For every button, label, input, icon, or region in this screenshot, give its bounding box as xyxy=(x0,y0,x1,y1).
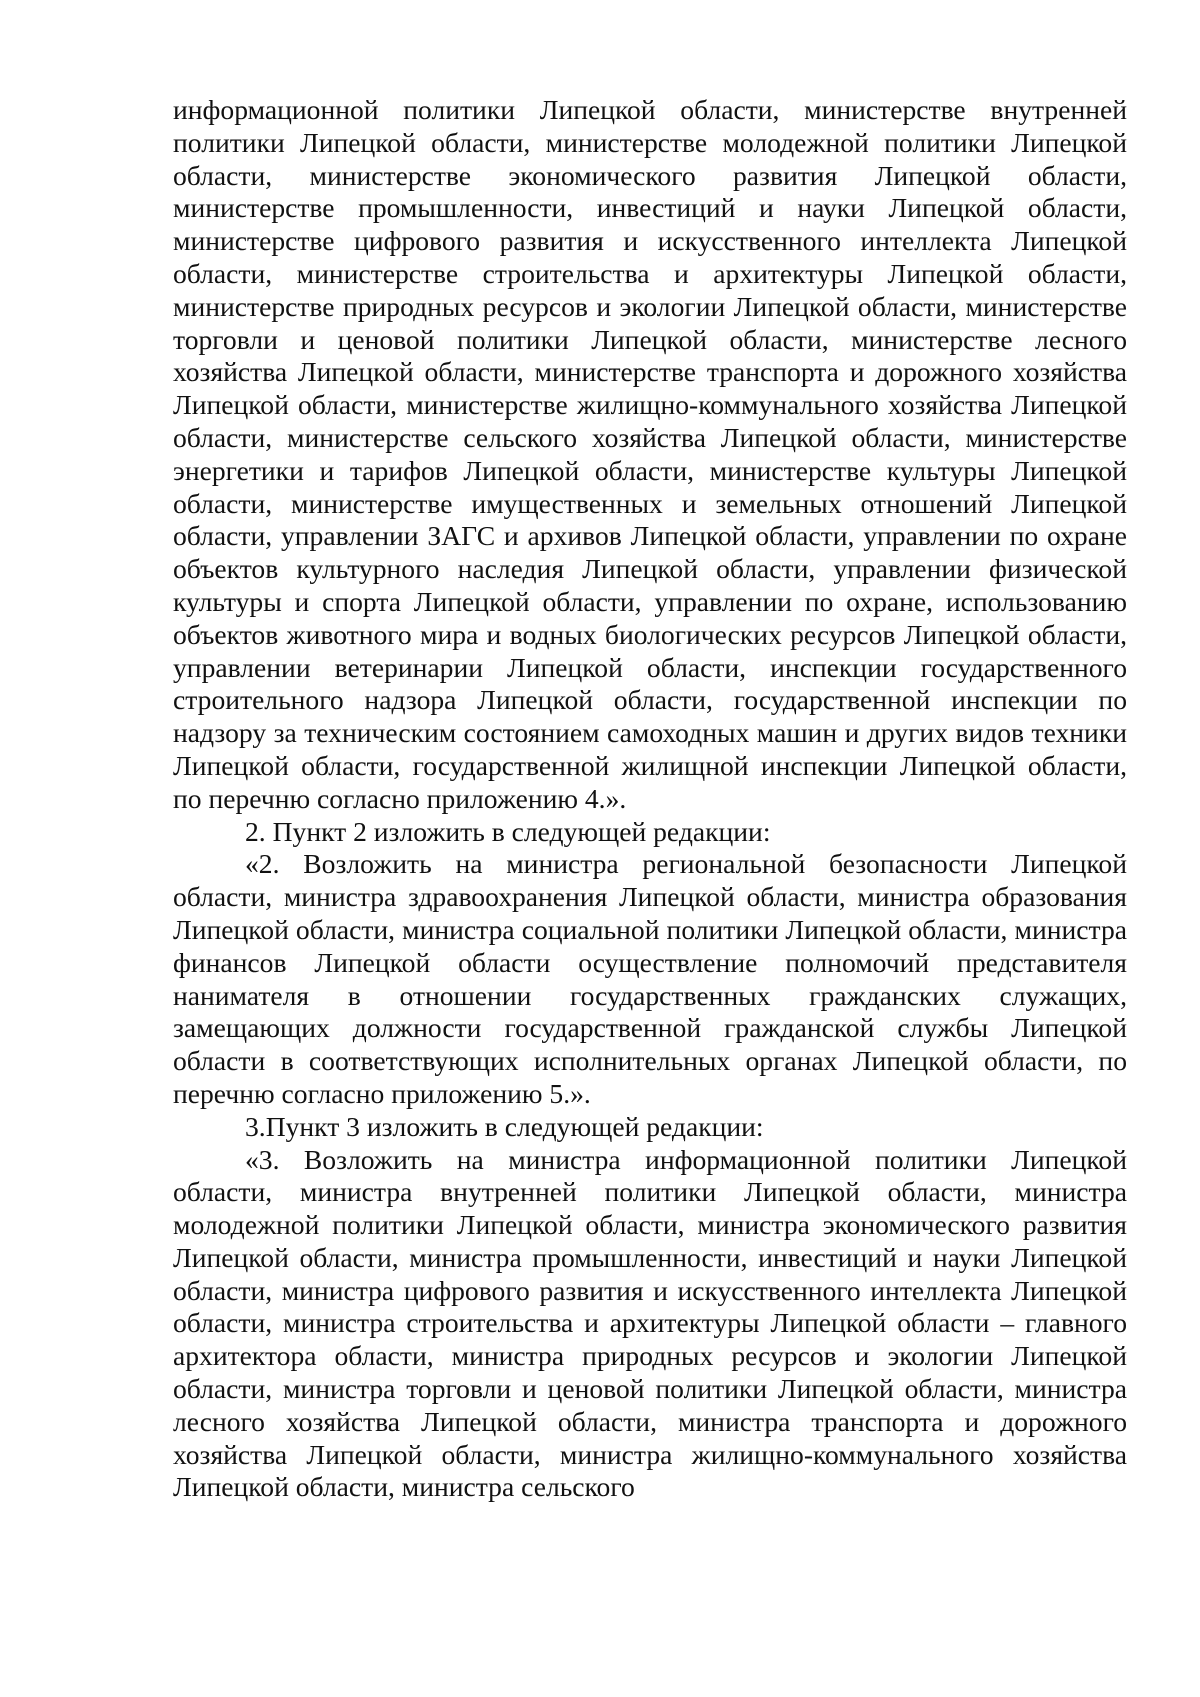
paragraph-item-2-heading: 2. Пункт 2 изложить в следующей редакции: xyxy=(245,815,771,847)
paragraph-continuation: информационной политики Липецкой области, министерстве внутренней политики Липецкой области, министерстве молодежной политики Липецкой области, министерстве экономического развития Липецкой области, министерстве промышленности, инвестиций и науки Липецкой области, министерстве цифрового развития и искусственного интеллекта Липецкой области, министерстве строительства и архитектуры Липецкой области, министерстве природных ресурсов и экологии Липецкой области, министерстве торговли и ценовой политики Липецкой области, министерстве лесного хозяйства Липецкой области, министерстве транспорта и дорожного хозяйства Липецкой области, министерстве жилищно-коммунального хозяйства Липецкой области, министерстве сельского хозяйства Липецкой области, министерстве энергетики и тарифов Липецкой области, министерстве культуры Липецкой области, министерстве имущественных и земельных отношений Липецкой области, управлении ЗАГС и архивов Липецкой области, управлении по охране объектов культурного наследия Липецкой области, управлении физической культуры и спорта Липецкой области, управлении по охране, использованию объектов животного мира и водных биологических ресурсов Липецкой области, управлении ветеринарии Липецкой области, инспекции государственного строительного надзора Липецкой области, государственной инспекции по надзору за техническим состоянием самоходных машин и других видов техники Липецкой области, государственной жилищной инспекции Липецкой области, по перечню согласно приложению 4.». xyxy=(173,94,1127,814)
paragraph-item-3-heading: 3.Пункт 3 изложить в следующей редакции: xyxy=(245,1110,764,1142)
document-body xyxy=(173,94,1127,1504)
paragraph-item-2-body: «2. Возложить на министра региональной безопасности Липецкой области, министра здравоохранения Липецкой области, министра образования Липецкой области, министра социальной политики Липецкой области, министра финансов Липецкой области осуществление полномочий представителя нанимателя в отношении государственных гражданских служащих, замещающих должности государственной гражданской службы Липецкой области в соответствующих исполнительных органах Липецкой области, по перечню согласно приложению 5.». xyxy=(173,848,1127,1109)
paragraph-item-3-body: «3. Возложить на министра информационной политики Липецкой области, министра внутренней политики Липецкой области, министра молодежной политики Липецкой области, министра экономического развития Липецкой области, министра промышленности, инвестиций и науки Липецкой области, министра цифрового развития и искусственного интеллекта Липецкой области, министра строительства и архитектуры Липецкой области – главного архитектора области, министра природных ресурсов и экологии Липецкой области, министра торговли и ценовой политики Липецкой области, министра лесного хозяйства Липецкой области, министра транспорта и дорожного хозяйства Липецкой области, министра жилищно-коммунального хозяйства Липецкой области, министра сельского xyxy=(173,1143,1127,1503)
